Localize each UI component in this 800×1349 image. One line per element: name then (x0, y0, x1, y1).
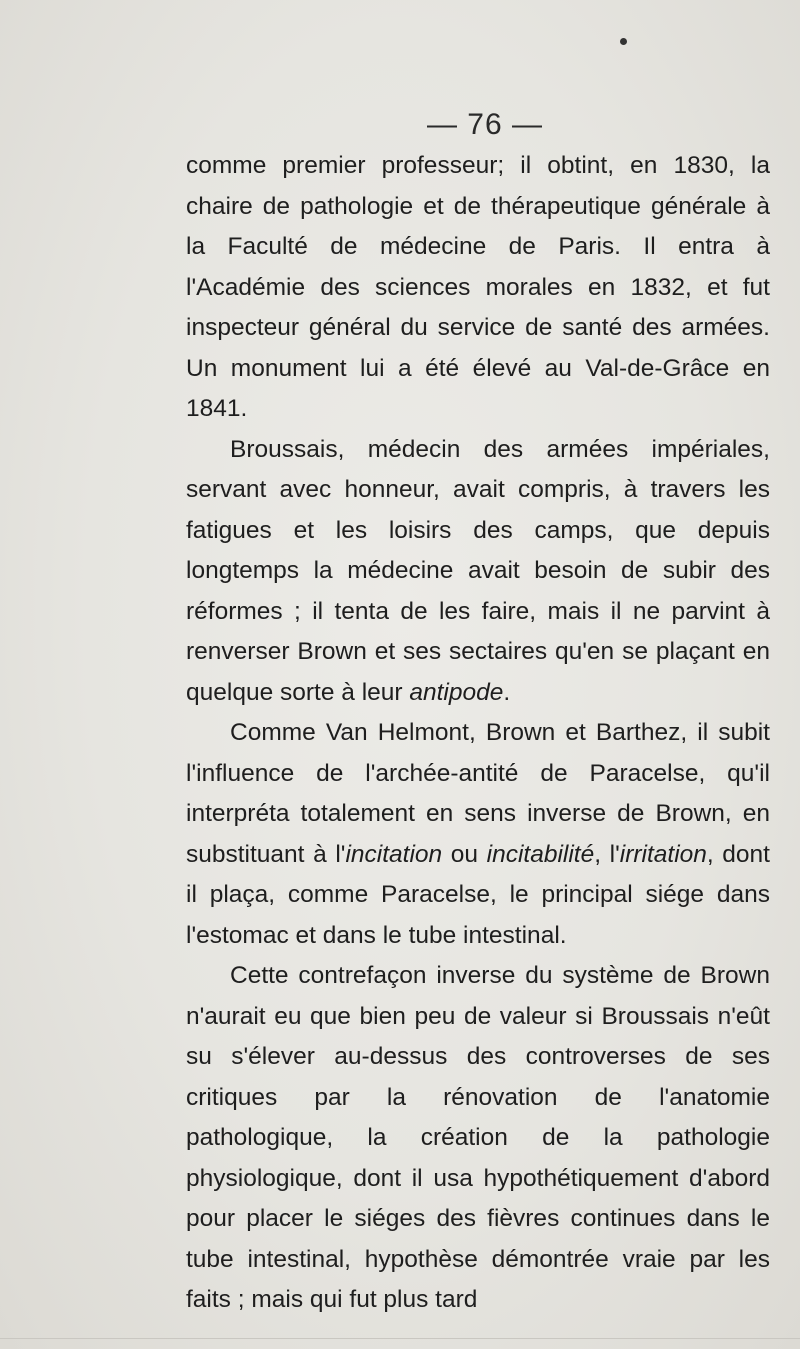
paragraph-4: Cette contrefaçon inverse du système de Brown n'aurait eu que bien peu de valeur si Broussais n'eût su s'élever au-dessus des controverses de ses critiques par la rénovation de l'anatomie pathologique, la création de la pathologie physiologique, dont il usa hypothétiquement d'abord pour placer le siéges des fièvres continues dans le tube intestinal, hypothèse démontrée vraie par les faits ; mais qui fut plus tard (186, 962, 770, 1313)
ink-spot (620, 38, 627, 45)
paragraph-2 (186, 430, 770, 714)
page-number: — 76 — (426, 108, 544, 141)
paragraph-2-end: . (503, 678, 511, 706)
scan-edge-line (0, 1338, 800, 1339)
paragraph-2-italic: antipode (409, 678, 504, 706)
paragraph-3-l: , l' (594, 840, 620, 868)
paragraph-3-italic-incitabilite: incitabilité (486, 840, 595, 868)
paragraph-2-text: Broussais, médecin des armées impériales, servant avec honneur, avait compris, à travers les fatigues et les loisirs des camps, que depuis longtemps la médecine avait besoin de subir des réformes ; il tenta de les faire, mais il ne parvint à renverser Brown et ses sectaires qu'en se plaçant en quelque sorte à leur (186, 435, 770, 706)
paragraph-3-ou: ou (442, 840, 487, 868)
paragraph-3-text: Comme Van Helmont, Brown et Barthez, il subit l'influence de l'archée-antité de Paracelse, qu'il interpréta totalement en sens inverse de Brown, en substituant à l' (186, 719, 770, 868)
paragraph-3 (186, 713, 770, 956)
paragraph-3-end: , dont il plaça, comme Paracelse, le principal siége dans l'estomac et dans le tube intestinal. (186, 840, 770, 949)
paragraph-3-italic-incitation: incitation (345, 840, 443, 868)
body-text (186, 146, 770, 1321)
paragraph-1: comme premier professeur; il obtint, en 1830, la chaire de pathologie et de thérapeutique générale à la Faculté de médecine de Paris. Il entra à l'Académie des sciences morales en 1832, et fut inspecteur général du service de santé des armées. Un monument lui a été élevé au Val-de-Grâce en 1841. (186, 152, 770, 422)
paragraph-3-italic-irritation: irritation (619, 840, 707, 868)
